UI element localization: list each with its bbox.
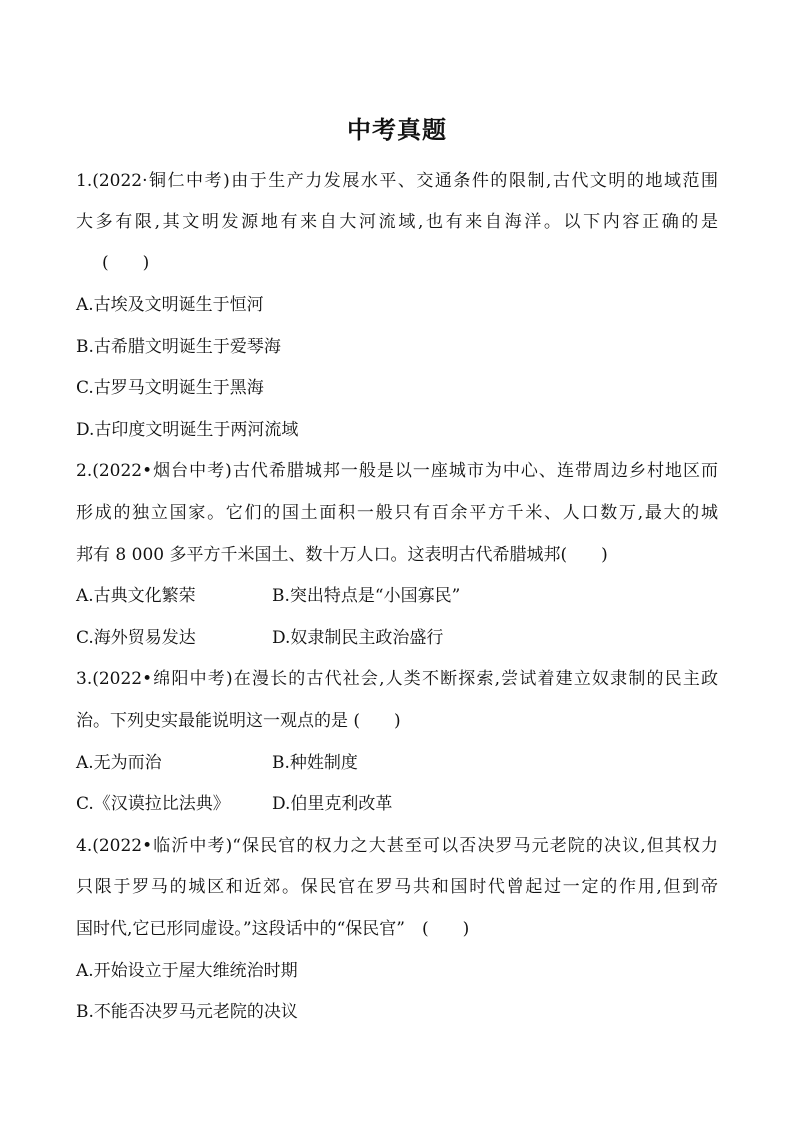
question-4-line-3: 国时代,它已形同虚设。”这段话中的“保民官” ( ) [76, 919, 470, 939]
question-1-answer-bracket: ( ) [102, 253, 150, 273]
question-4-line-1: 4.(2022•临沂中考)“保民官的权力之大甚至可以否决罗马元老院的决议,但其权力 [76, 836, 718, 856]
question-1-option-d: D.古印度文明诞生于两河流域 [76, 420, 299, 440]
question-3-line-1: 3.(2022•绵阳中考)在漫长的古代社会,人类不断探索,尝试着建立奴隶制的民主政 [76, 669, 718, 689]
question-2-option-a: A.古典文化繁荣 [76, 586, 196, 606]
question-4-option-b: B.不能否决罗马元老院的决议 [76, 1002, 298, 1022]
question-3-line-2: 治。下列史实最能说明这一观点的是 ( ) [76, 711, 401, 731]
question-3-option-a: A.无为而治 [76, 753, 162, 773]
question-1-option-c: C.古罗马文明诞生于黑海 [76, 378, 264, 398]
question-2-option-c: C.海外贸易发达 [76, 628, 196, 648]
question-1-line-2: 大多有限,其文明发源地有来自大河流域,也有来自海洋。以下内容正确的是 [76, 212, 718, 232]
question-4-line-2: 只限于罗马的城区和近郊。保民官在罗马共和国时代曾起过一定的作用,但到帝 [76, 877, 718, 897]
question-1-option-b: B.古希腊文明诞生于爱琴海 [76, 337, 281, 357]
page-title: 中考真题 [347, 116, 447, 144]
question-2-option-b: B.突出特点是“小国寡民” [272, 586, 461, 606]
question-2-line-1: 2.(2022•烟台中考)古代希腊城邦一般是以一座城市为中心、连带周边乡村地区而 [76, 461, 718, 481]
question-1-line-1: 1.(2022·铜仁中考)由于生产力发展水平、交通条件的限制,古代文明的地域范围 [76, 171, 718, 191]
question-3-option-d: D.伯里克利改革 [272, 794, 393, 814]
question-1-option-a: A.古埃及文明诞生于恒河 [76, 295, 264, 315]
question-3-option-c: C.《汉谟拉比法典》 [76, 794, 230, 814]
question-3-option-b: B.种姓制度 [272, 753, 358, 773]
question-2-option-d: D.奴隶制民主政治盛行 [272, 628, 444, 648]
question-2-line-3: 邦有 8 000 多平方千米国土、数十万人口。这表明古代希腊城邦( ) [76, 545, 608, 565]
question-4-option-a: A.开始设立于屋大维统治时期 [76, 961, 298, 981]
question-2-line-2: 形成的独立国家。它们的国土面积一般只有百余平方千米、人口数万,最大的城 [76, 503, 718, 523]
